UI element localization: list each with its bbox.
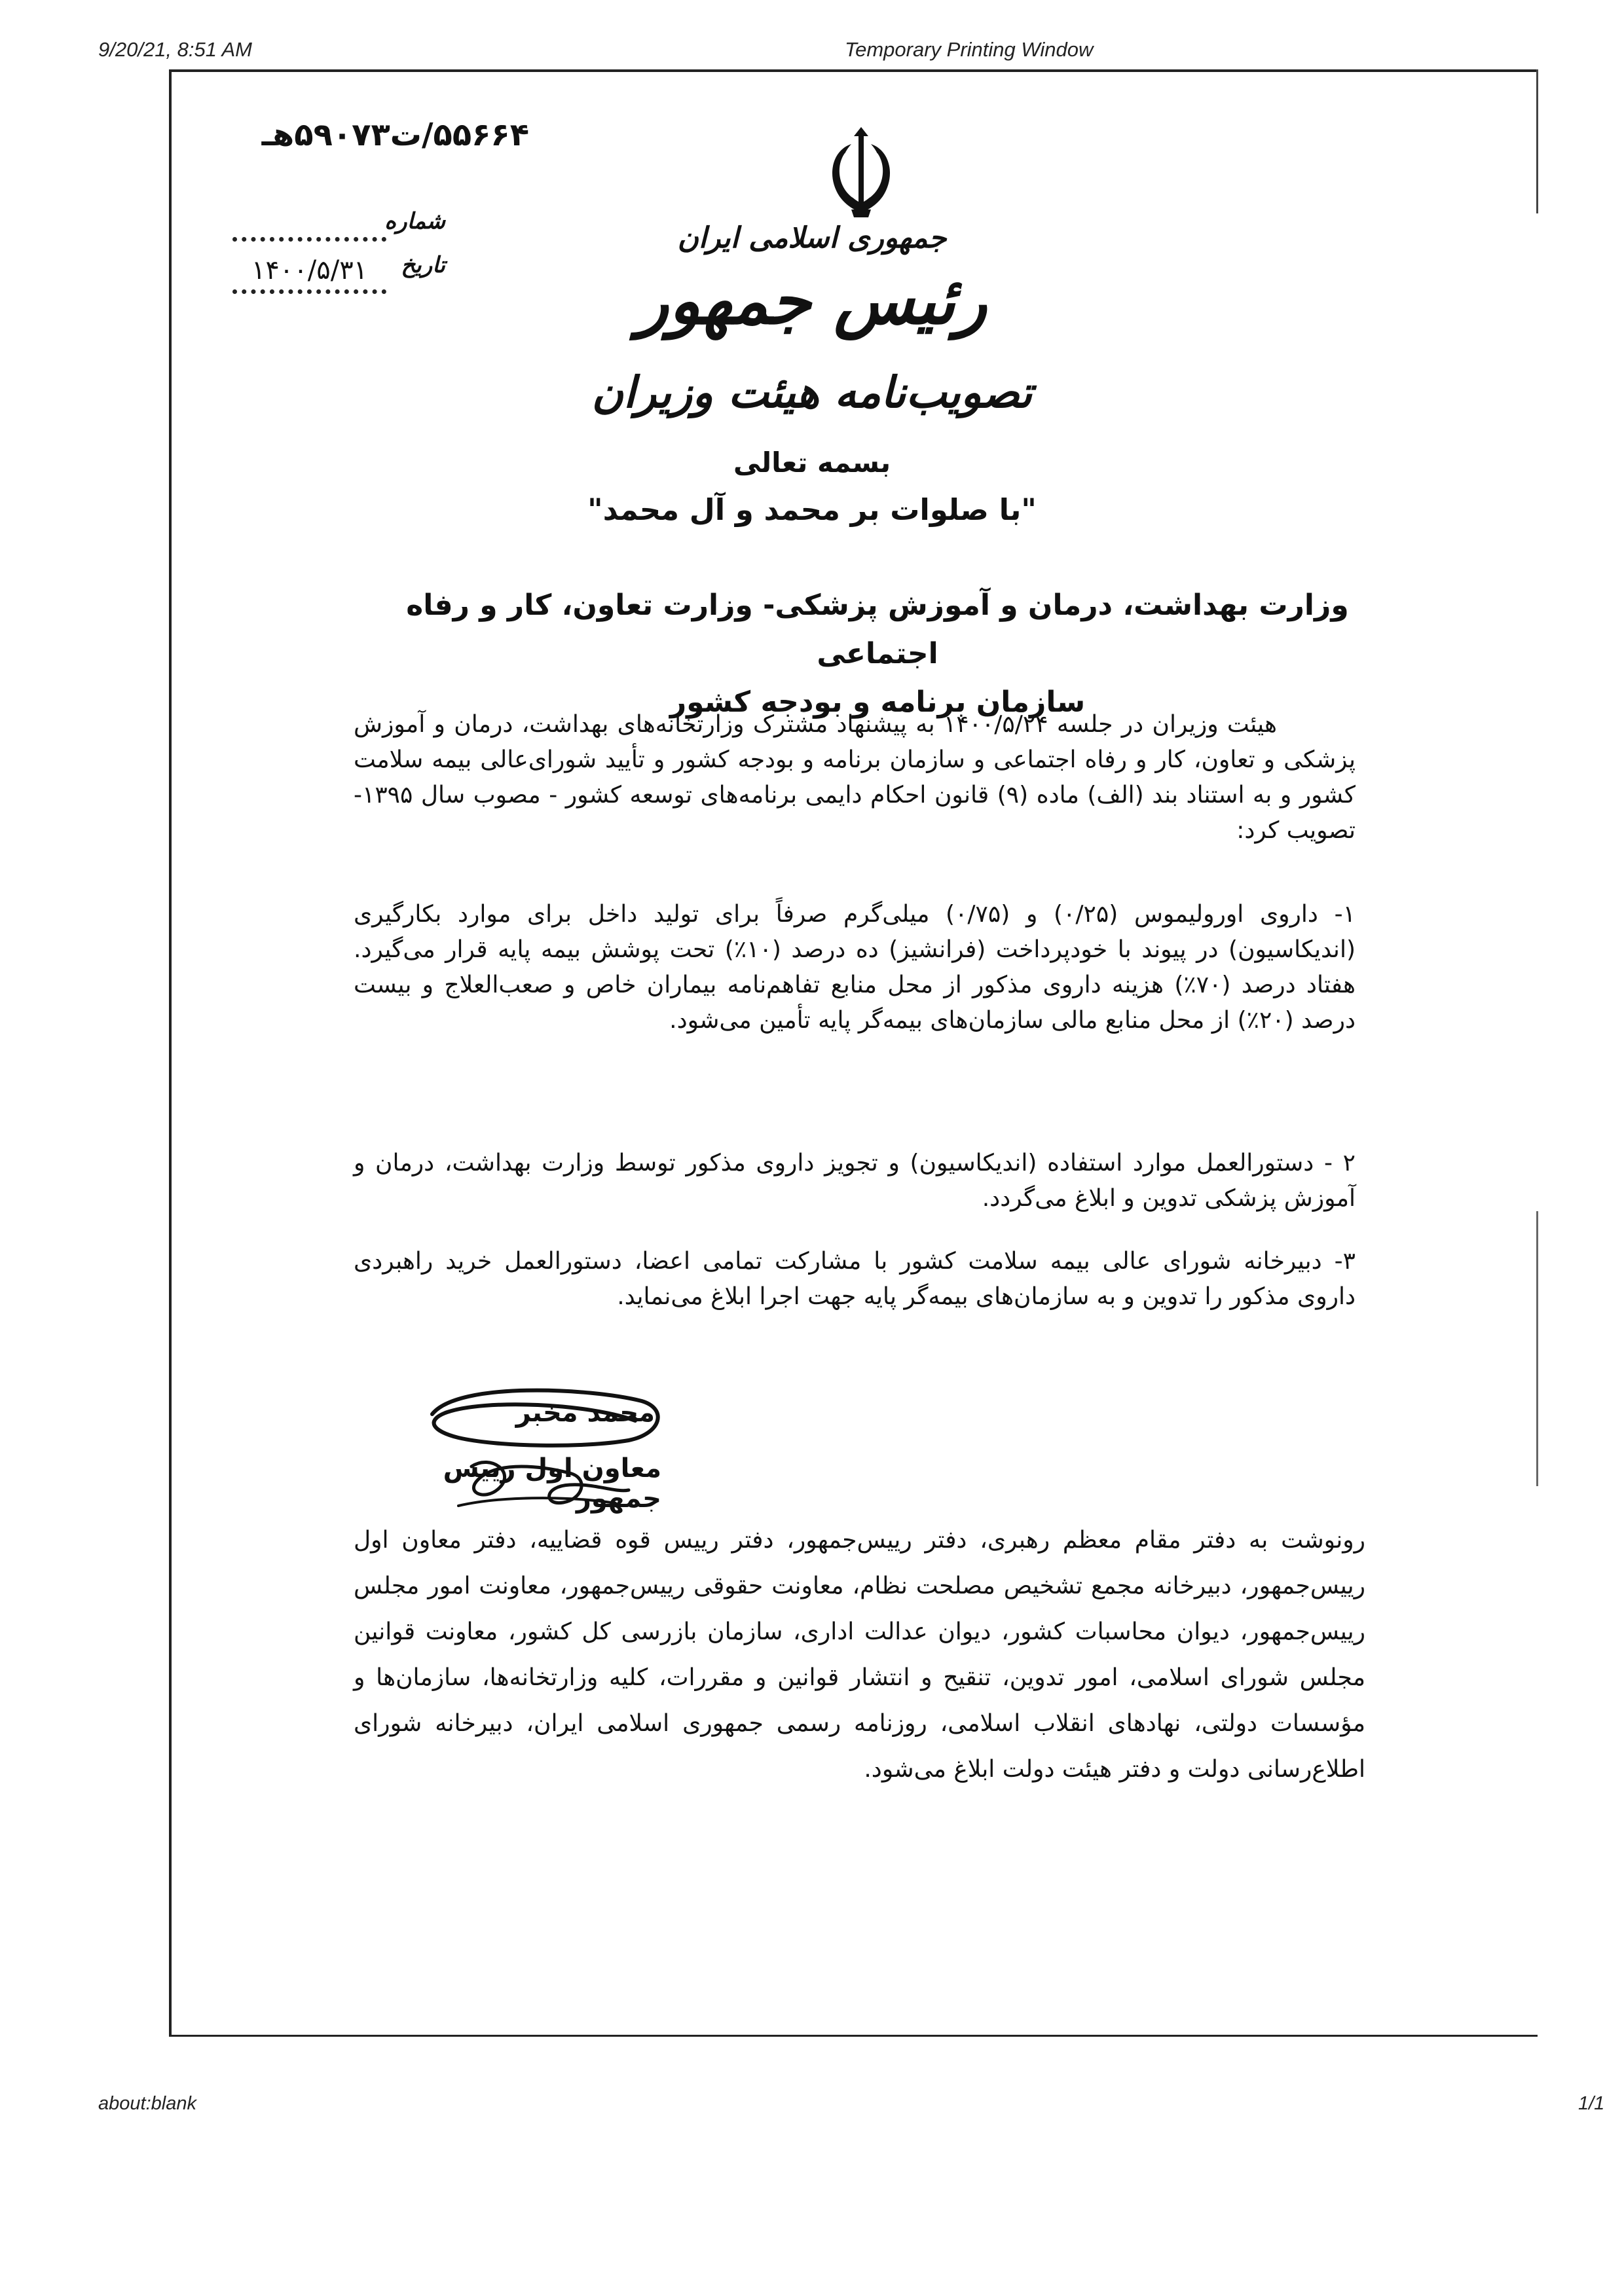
clause-3-paragraph: ۳- دبیرخانه شورای عالی بیمه سلامت کشور با مشارکت تمامی اعضا، دستورالعمل خرید راهبردی داروی مذکور را تدوین و به سازمان‌های بیمه‌گر پایه جهت اجرا ابلاغ می‌نماید. [354,1248,1356,1310]
preamble-paragraph: هیئت وزیران در جلسه ۱۴۰۰/۵/۲۴ به پیشنهاد مشترک وزارتخانه‌های بهداشت، درمان و آموزش پزشکی و تعاون، کار و رفاه اجتماعی و سازمان برنامه و بودجه کشور و تأیید شورای‌عالی بیمه سلامت کشور و به استناد بند (الف) ماده (۹) قانون احکام دایمی برنامه‌های توسعه کشور - مصوب سال ۱۳۹۵- تصویب کرد: [354,711,1356,844]
number-label: شماره [384,208,445,234]
reference-number: ۵۵۶۶۴/ت۵۹۰۷۳هـ [261,117,529,153]
print-window-title: Temporary Printing Window [845,38,1094,61]
cc-distribution-paragraph: رونوشت به دفتر مقام معظم رهبری، دفتر رییس‌جمهور، دفتر رییس قوه قضاییه، دفتر معاون اول رییس‌جمهور، دبیرخانه مجمع تشخیص مصلحت نظام، معاونت حقوقی رییس‌جمهور، معاونت امور مجلس رییس‌جمهور، دیوان محاسبات کشور، دیوان عدالت اداری، سازمان بازرسی کل کشور، معاونت قوانین مجلس شورای اسلامی، امور تدوین، تنقیح و انتشار قوانین و مقررات، کلیه وزارتخانه‌ها، سازمان‌ها و مؤسسات دولتی، نهادهای انقلاب اسلامی، روزنامه رسمی جمهوری اسلامی ایران، دبیرخانه شورای اطلاع‌رسانی دولت و دفتر هیئت دولت ابلاغ می‌شود. [354,1527,1365,1783]
approval-title: تصویب‌نامه هیئت وزیران [591,367,1033,418]
clause-2-paragraph: ۲ - دستورالعمل موارد استفاده (اندیکاسیون) و تجویز داروی مذکور توسط وزارت بهداشت، درمان و آموزش پزشکی تدوین و ابلاغ می‌گردد. [354,1150,1356,1212]
frame-right-border-lower [1536,1211,1538,1486]
print-datetime: 9/20/21, 8:51 AM [98,38,252,61]
addressee-line: سازمان برنامه و بودجه کشور [669,685,1086,719]
print-page-number: 1/1 [1578,2093,1605,2114]
frame-left-border [169,69,172,2036]
bismillah-line: بسمه تعالی [733,446,891,479]
clause-1-paragraph: ۱- داروی اورولیموس (۰/۲۵) و (۰/۷۵) میلی‌گرم صرفاً برای تولید داخل برای موارد بکارگیری (اندیکاسیون) در پیوند با خودپرداخت (فرانشیز) ده درصد (۱۰٪) تحت پوشش بیمه پایه قرار می‌گیرد. هفتاد درصد (۷۰٪) هزینه داروی مذکور از محل منابع تفاهم‌نامه بیماران خاص و صعب‌العلاج و بیست درصد (۲۰٪) از محل منابع مالی سازمان‌های بیمه‌گر پایه تأمین می‌شود. [354,901,1356,1034]
addressee-line: وزارت بهداشت، درمان و آموزش پزشکی- وزارت تعاون، کار و رفاه اجتماعی [406,589,1349,670]
date-label: تاریخ [401,252,445,278]
iran-emblem-icon [812,124,910,223]
frame-top-border [169,69,1538,72]
president-title: رئیس جمهور [637,262,987,339]
salawat-line: "با صلوات بر محمد و آل محمد" [587,492,1037,527]
frame-right-border [1536,69,1538,213]
signer-name: محمد مخبر [515,1398,655,1428]
print-url: about:blank [98,2093,196,2114]
republic-title: جمهوری اسلامی ایران [677,221,947,255]
addressee-block [367,581,1388,727]
signer-title: معاون اول رییس جمهور [443,1453,661,1514]
document-date: ۱۴۰۰/۵/۳۱ [251,255,368,285]
frame-bottom-border [169,2035,1538,2037]
